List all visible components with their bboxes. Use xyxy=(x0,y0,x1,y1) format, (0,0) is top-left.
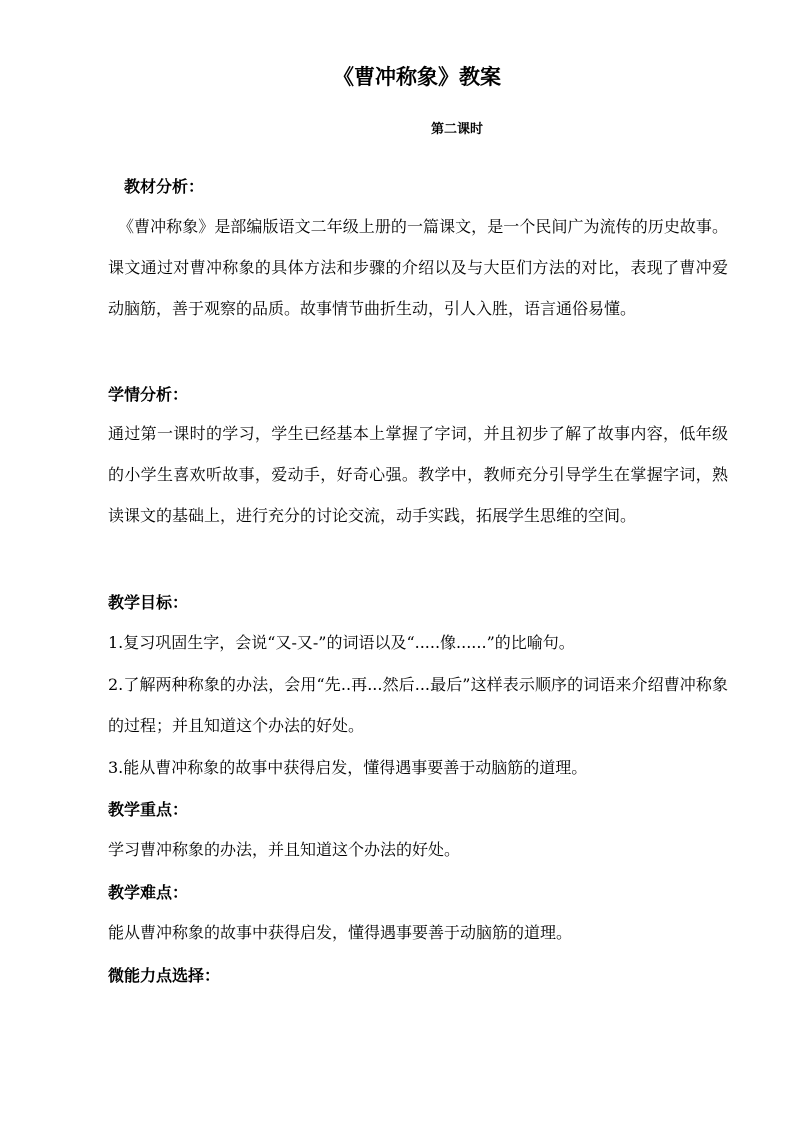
document-title: 《曹冲称象》教案 xyxy=(333,65,501,89)
micro-ability-heading: 微能力点选择： xyxy=(108,966,221,985)
difficulty-paragraph: 能从曹冲称象的故事中获得启发，懂得遇事要善于动脑筋的道理。 xyxy=(108,923,573,942)
key-point-paragraph: 学习曹冲称象的办法，并且知道这个办法的好处。 xyxy=(108,840,461,859)
student-analysis-heading: 学情分析： xyxy=(108,385,189,404)
textbook-analysis-heading: 教材分析： xyxy=(124,177,205,196)
teaching-goal-item-2: 2.了解两种称象的办法，会用“先..再...然后...最后”这样表示顺序的词语来介绍曹冲称象的过程；并且知道这个办法的好处。 xyxy=(108,675,728,735)
key-point-heading: 教学重点： xyxy=(108,800,189,819)
textbook-analysis-paragraph: 《曹冲称象》是部编版语文二年级上册的一篇课文，是一个民间广为流传的历史故事。课文通过对曹冲称象的具体方法和步骤的介绍以及与大臣们方法的对比，表现了曹冲爱动脑筋，善于观察的品质。故事情节曲折生动，引人入胜，语言通俗易懂。 xyxy=(108,217,728,318)
difficulty-heading: 教学难点： xyxy=(108,883,189,902)
document-subtitle: 第二课时 xyxy=(430,122,483,137)
student-analysis-paragraph: 通过第一课时的学习，学生已经基本上掌握了字词，并且初步了解了故事内容，低年级的小学生喜欢听故事，爱动手，好奇心强。教学中，教师充分引导学生在掌握字词，熟读课文的基础上，进行充分的讨论交流，动手实践，拓展学生思维的空间。 xyxy=(108,424,728,525)
teaching-goal-item-1: 1.复习巩固生字，会说“又-又-”的词语以及“.....像......”的比喻句。 xyxy=(108,633,575,652)
teaching-goal-item-3: 3.能从曹冲称象的故事中获得启发，懂得遇事要善于动脑筋的道理。 xyxy=(108,758,588,777)
teaching-goals-heading: 教学目标： xyxy=(108,593,189,612)
